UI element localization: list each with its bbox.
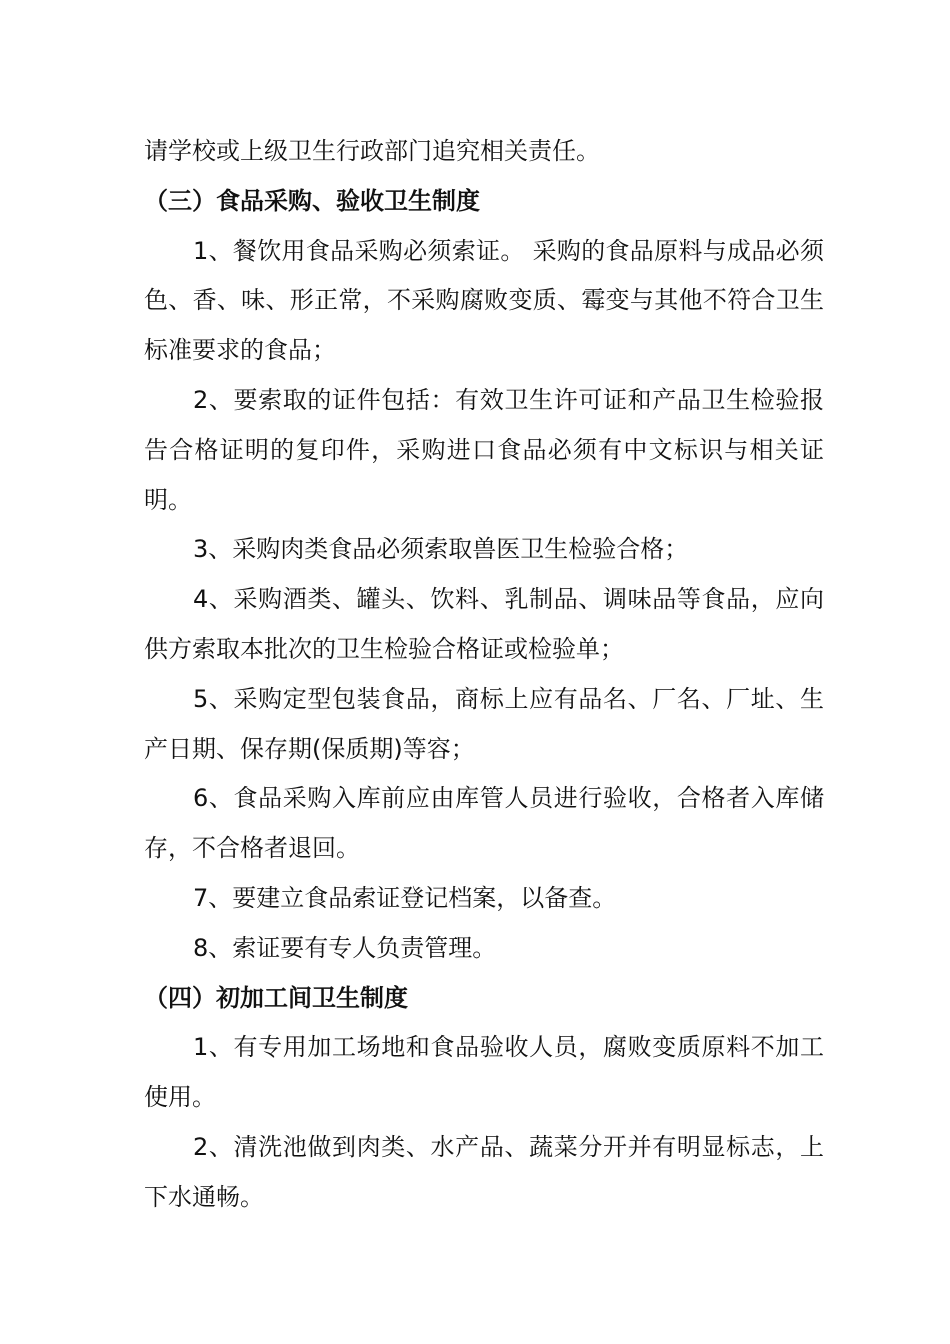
section-3-item-8: 8、索证要有专人负责管理。 (193, 933, 497, 962)
section-3-item-5: 5、采购定型包装食品，商标上应有品名、厂名、厂址、生产日期、保存期(保质期)等容； (144, 684, 824, 763)
section-3-item-2: 2、要索取的证件包括：有效卫生许可证和产品卫生检验报告合格证明的复印件，采购进口食品必须有中文标识与相关证明。 (144, 385, 824, 514)
section-3-item-7: 7、要建立食品索证登记档案，以备查。 (193, 883, 617, 912)
section-3-item-6: 6、食品采购入库前应由库管人员进行验收，合格者入库储存，不合格者退回。 (144, 784, 824, 863)
section-3-item-3: 3、采购肉类食品必须索取兽医卫生检验合格； (193, 535, 689, 564)
section-4-heading: （四）初加工间卫生制度 (144, 983, 408, 1012)
section-3-heading: （三）食品采购、验收卫生制度 (144, 186, 480, 215)
continuation-paragraph: 请学校或上级卫生行政部门追究相关责任。 (144, 137, 600, 165)
section-3-item-1: 1、餐饮用食品采购必须索证。 采购的食品原料与成品必须色、香、味、形正常，不采购腐败变质、霉变与其他不符合卫生标准要求的食品； (144, 236, 824, 365)
section-4-item-2: 2、清洗池做到肉类、水产品、蔬菜分开并有明显标志，上下水通畅。 (144, 1132, 824, 1211)
section-3-item-4: 4、采购酒类、罐头、饮料、乳制品、调味品等食品，应向供方索取本批次的卫生检验合格证或检验单； (144, 585, 824, 663)
document-body (144, 127, 824, 1223)
section-4-item-1: 1、有专用加工场地和食品验收人员，腐败变质原料不加工使用。 (144, 1033, 824, 1112)
